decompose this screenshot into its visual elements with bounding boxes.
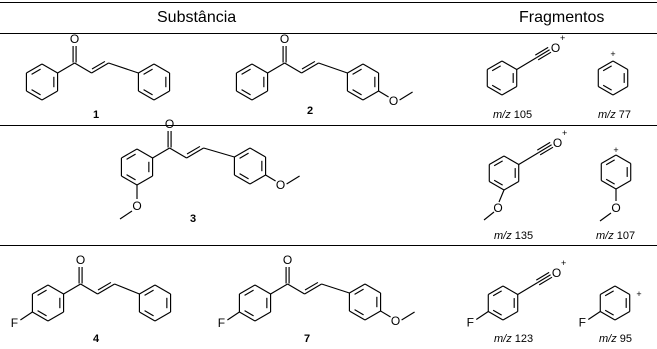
fragment-label-mz77: m/z 77: [598, 109, 632, 121]
svg-text:F: F: [10, 316, 19, 330]
fragment-mz105-structure: [487, 33, 565, 95]
svg-text:O: O: [282, 253, 293, 267]
compound-label-2: 2: [307, 105, 314, 117]
svg-text:O: O: [69, 32, 80, 46]
compound-label-1: 1: [93, 109, 100, 121]
svg-text:O: O: [493, 201, 503, 215]
svg-text:O: O: [164, 117, 175, 131]
header-substancia: Substância: [157, 9, 237, 26]
svg-text:O: O: [275, 178, 286, 192]
fragment-label-mz123: m/z 123: [494, 333, 534, 345]
fragment-mz123-structure: [467, 258, 567, 330]
svg-text:O: O: [388, 94, 399, 108]
svg-text:+: +: [610, 49, 616, 59]
svg-text:O: O: [132, 199, 142, 213]
header-fragmentos: Fragmentos: [519, 9, 605, 26]
svg-text:O: O: [550, 40, 561, 55]
svg-text:O: O: [551, 265, 562, 280]
svg-text:F: F: [466, 315, 474, 330]
svg-text:O: O: [552, 135, 563, 150]
fragment-mz95-structure: [579, 286, 642, 330]
compound-label-7: 7: [304, 333, 311, 345]
compound-4-structure: [11, 253, 171, 330]
compound-7-structure: [218, 253, 415, 330]
fragment-label-mz95: m/z 95: [599, 333, 633, 345]
fragment-label-mz107: m/z 107: [596, 230, 636, 242]
svg-text:+: +: [613, 145, 619, 155]
compound-label-3: 3: [190, 213, 197, 225]
compound-1-structure: [26, 32, 169, 100]
fragment-mz77-structure: [598, 49, 627, 95]
svg-text:+: +: [559, 32, 566, 43]
svg-text:O: O: [279, 32, 290, 46]
svg-text:O: O: [75, 253, 86, 267]
fragment-label-mz105: m/z 105: [493, 109, 533, 121]
compound-2-structure: [236, 32, 412, 108]
svg-text:O: O: [611, 201, 621, 215]
svg-text:F: F: [578, 315, 586, 330]
svg-text:+: +: [561, 127, 568, 138]
compound-label-4: 4: [93, 333, 100, 345]
fragment-mz107-structure: [600, 145, 631, 221]
svg-text:+: +: [636, 289, 642, 299]
svg-text:+: +: [560, 257, 567, 268]
fragment-mz135-structure: [484, 128, 567, 220]
compound-3-structure: [120, 117, 300, 219]
fragment-label-mz135: m/z 135: [494, 230, 534, 242]
svg-text:F: F: [217, 316, 226, 330]
svg-text:O: O: [390, 314, 401, 328]
